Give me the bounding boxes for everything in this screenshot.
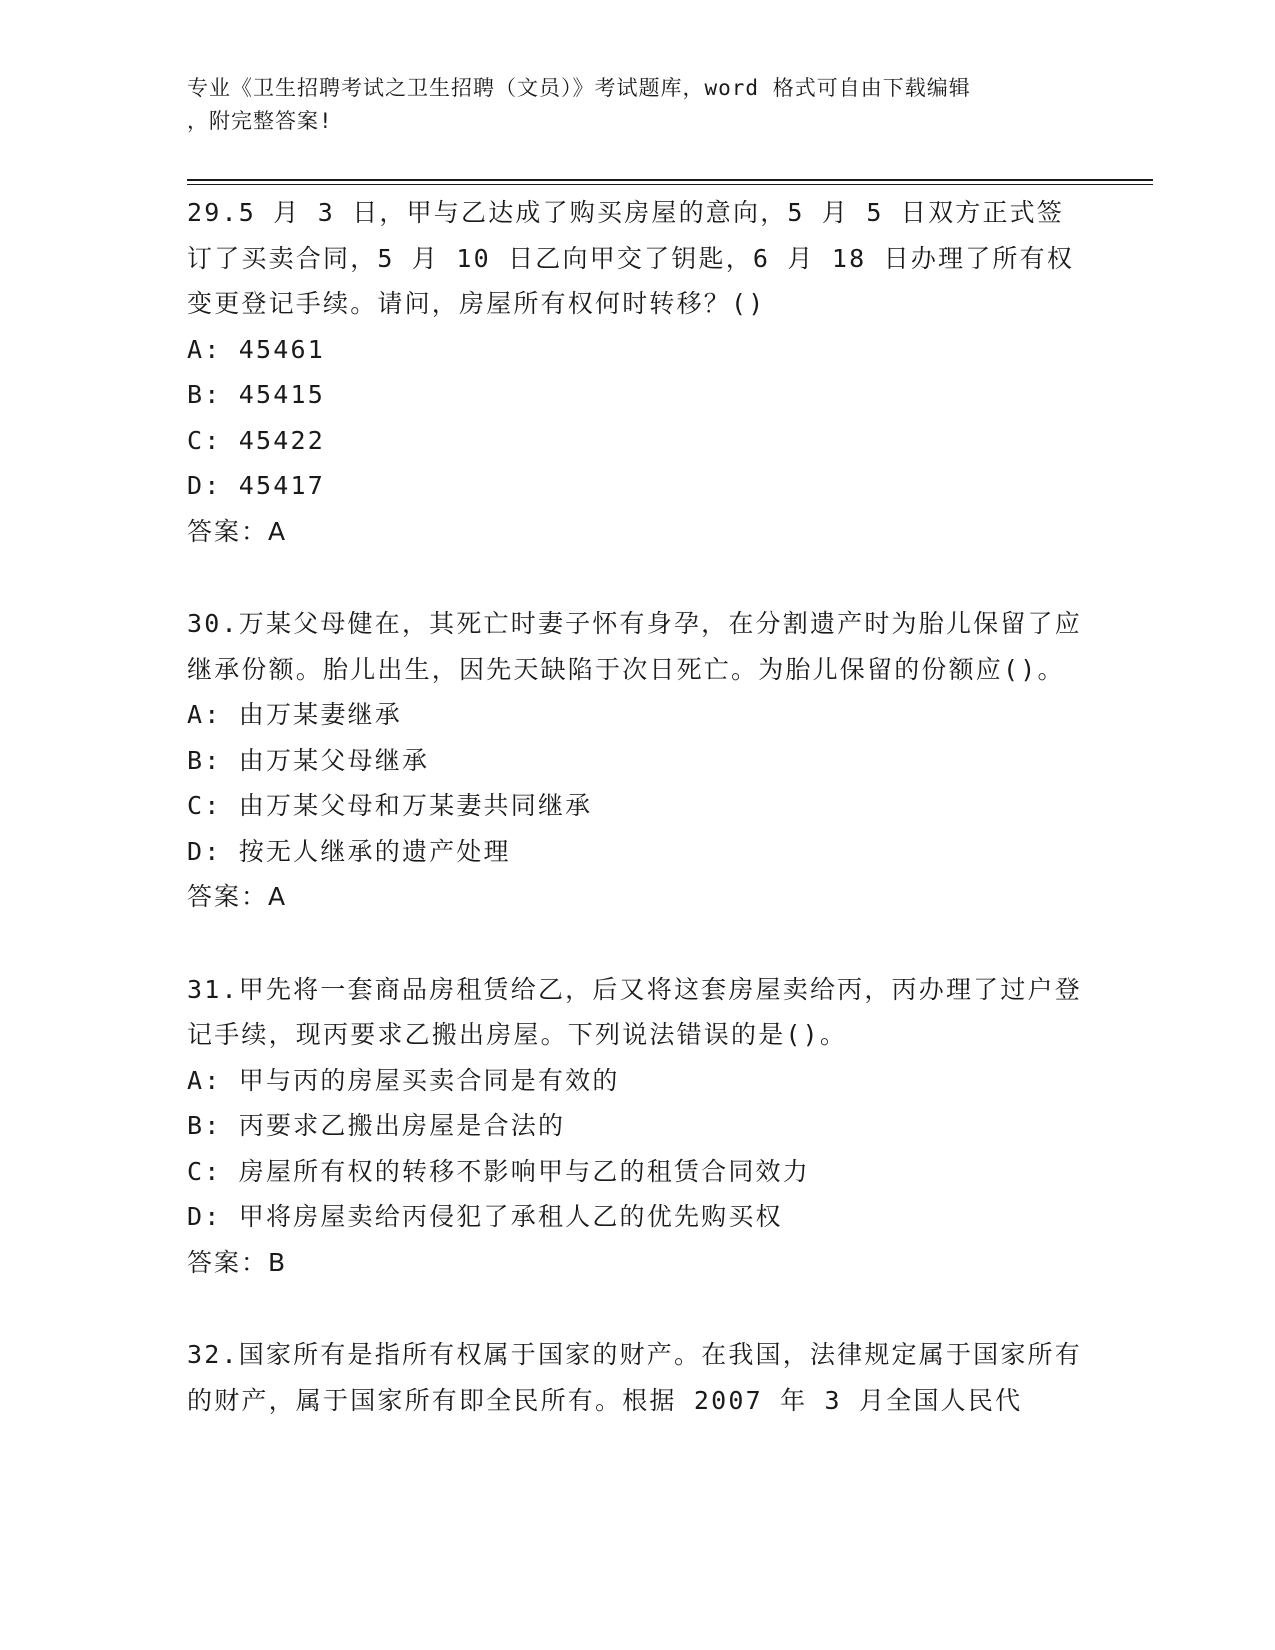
question-text: 32.国家所有是指所有权属于国家的财产。在我国，法律规定属于国家所有的财产，属于国家所有即全民所有。根据 2007 年 3 月全国人民代 [187,1340,1082,1415]
option-a: A: 45461 [187,334,326,364]
question-text: 30.万某父母健在，其死亡时妻子怀有身孕，在分割遗产时为胎儿保留了应继承份额。胎儿出生，因先天缺陷于次日死亡。为胎儿保留的份额应()。 [187,609,1082,684]
option-d: D: 按无人继承的遗产处理 [187,836,511,866]
question-list [187,190,1087,1470]
option-d: D: 45417 [187,471,326,500]
header-line-2: ，附完整答案! [187,109,333,133]
answer-label: 答案：A [187,516,288,546]
question-29 [187,190,1087,554]
question-32 [187,1332,1087,1423]
question-31 [187,967,1087,1286]
answer-label: 答案：B [187,1247,288,1277]
answer-label: 答案：A [187,882,288,911]
option-a: A: 由万某妻继承 [187,700,402,729]
option-b: B: 由万某父母继承 [187,745,430,775]
document-header [187,72,1067,138]
option-a: A: 甲与丙的房屋买卖合同是有效的 [187,1065,620,1095]
header-divider-thin [187,184,1153,185]
question-text: 31.甲先将一套商品房租赁给乙，后又将这套房屋卖给丙，丙办理了过户登记手续，现丙要求乙搬出房屋。下列说法错误的是()。 [187,974,1082,1049]
option-d: D: 甲将房屋卖给丙侵犯了承租人乙的优先购买权 [187,1202,783,1231]
question-30 [187,601,1087,920]
header-line-1: 专业《卫生招聘考试之卫生招聘（文员）》考试题库，word 格式可自由下载编辑 [187,76,971,100]
option-c: C: 由万某父母和万某妻共同继承 [187,791,593,820]
header-divider-thick [187,179,1153,181]
question-text: 29.5 月 3 日，甲与乙达成了购买房屋的意向，5 月 5 日双方正式签订了买卖合同，5 月 10 日乙向甲交了钥匙，6 月 18 日办理了所有权变更登记手续。请问，房屋所有权何时转移？() [187,198,1075,318]
option-c: C: 45422 [187,425,326,455]
option-c: C: 房屋所有权的转移不影响甲与乙的租赁合同效力 [187,1156,810,1186]
option-b: B: 丙要求乙搬出房屋是合法的 [187,1111,566,1140]
option-b: B: 45415 [187,380,326,409]
